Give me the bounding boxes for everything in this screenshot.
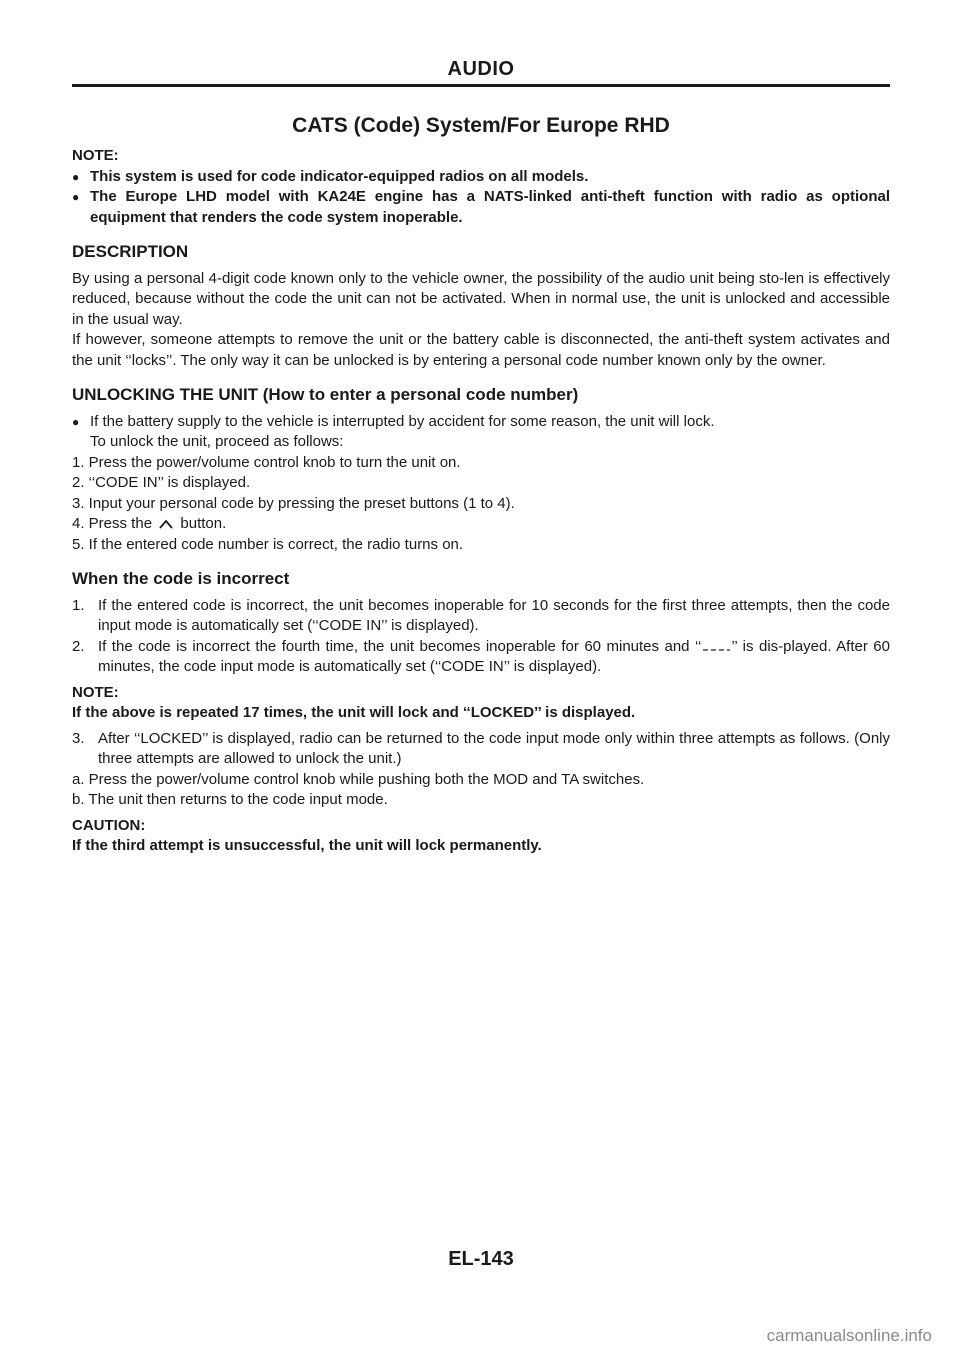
step4-suffix: button. xyxy=(180,515,227,532)
note-item-text: This system is used for code indicator-equipped radios on all models. xyxy=(90,167,589,185)
section-heading-incorrect: When the code is incorrect xyxy=(72,569,290,588)
unlocking-step: 3. Input your personal code by pressing the preset buttons (1 to 4). xyxy=(72,494,515,512)
incorrect-step-3 xyxy=(72,729,890,770)
note-item xyxy=(72,187,890,228)
note-label: NOTE: xyxy=(72,147,119,164)
section-heading-description: DESCRIPTION xyxy=(72,242,189,261)
header-rule xyxy=(72,84,890,87)
unlocking-bullet-continued: To unlock the unit, proceed as follows: xyxy=(90,433,344,450)
unlocking-step: 2. ‘‘CODE IN’’ is displayed. xyxy=(72,474,251,491)
unlocking-bullet-text: If the battery supply to the vehicle is interrupted by accident for some reason, the unit will lock. xyxy=(90,412,715,430)
note2-label: NOTE: xyxy=(72,683,119,701)
bullet-dot-icon: ● xyxy=(72,169,80,184)
dash-segments-icon xyxy=(701,641,731,653)
step-text xyxy=(98,637,890,678)
step-text: After ‘‘LOCKED’’ is displayed, radio can be returned to the code input mode only within three attempts as follows. (Only three attempts are allowed to unlock the unit.) xyxy=(98,729,890,767)
step-number: 3. xyxy=(72,729,85,747)
note-item-text: The Europe LHD model with KA24E engine has a NATS-linked anti-theft function with radio as optional equipment that renders the code system inoperable. xyxy=(90,188,890,226)
bullet-dot-icon: ● xyxy=(72,414,80,429)
watermark[interactable]: carmanualsonline.info xyxy=(766,1326,932,1345)
unlocking-bullet xyxy=(72,412,890,433)
page-body xyxy=(72,146,890,857)
note2-text: If the above is repeated 17 times, the unit will lock and ‘‘LOCKED’’ is displayed. xyxy=(72,704,636,721)
incorrect-step-1 xyxy=(72,596,890,637)
page-title: CATS (Code) System/For Europe RHD xyxy=(292,114,670,137)
caution-text: If the third attempt is unsuccessful, the unit will lock permanently. xyxy=(72,837,542,854)
note-item xyxy=(72,167,890,188)
description-paragraph-2: If however, someone attempts to remove the unit or the battery cable is disconnected, the anti-theft system activates and the unit ‘‘locks’’. The only way it can be unlocked is by entering a personal code number known only by the owner. xyxy=(72,331,890,369)
section-heading-unlocking: UNLOCKING THE UNIT (How to enter a personal code number) xyxy=(72,385,579,404)
caret-up-icon xyxy=(156,517,176,531)
step-text: If the entered code is incorrect, the unit becomes inoperable for 10 seconds for the first three attempts, then the code input mode is automatically set (‘‘CODE IN’’ is displayed). xyxy=(98,596,890,634)
step-number: 1. xyxy=(72,596,85,614)
incorrect-step-2 xyxy=(72,637,890,678)
unlocking-step: 1. Press the power/volume control knob to turn the unit on. xyxy=(72,453,461,471)
incorrect-step-b: b. The unit then returns to the code input mode. xyxy=(72,791,388,808)
page-number: EL-143 xyxy=(448,1248,514,1270)
unlocking-step-4 xyxy=(72,514,890,535)
bullet-dot-icon: ● xyxy=(72,190,80,204)
step-number: 2. xyxy=(72,637,85,655)
step2-prefix: If the code is incorrect the fourth time, the unit becomes inoperable for 60 minutes and ‘‘ xyxy=(98,637,702,655)
step2-suffix: ’’ is dis-played. After 60 minutes, the code input mode is automatically set (‘‘CODE IN’’ is displayed). xyxy=(98,637,890,675)
description-paragraph-1: By using a personal 4-digit code known only to the vehicle owner, the possibility of the audio unit being sto-len is effectively reduced, because without the code the unit can not be activated. When in normal use, the unit is unlocked and accessible in the usual way. xyxy=(72,269,890,328)
step4-prefix: 4. Press the xyxy=(72,515,153,532)
running-head: AUDIO xyxy=(447,58,515,80)
unlocking-step: 5. If the entered code number is correct, the radio turns on. xyxy=(72,535,464,553)
incorrect-step-a: a. Press the power/volume control knob while pushing both the MOD and TA switches. xyxy=(72,770,645,788)
caution-label: CAUTION: xyxy=(72,816,146,834)
